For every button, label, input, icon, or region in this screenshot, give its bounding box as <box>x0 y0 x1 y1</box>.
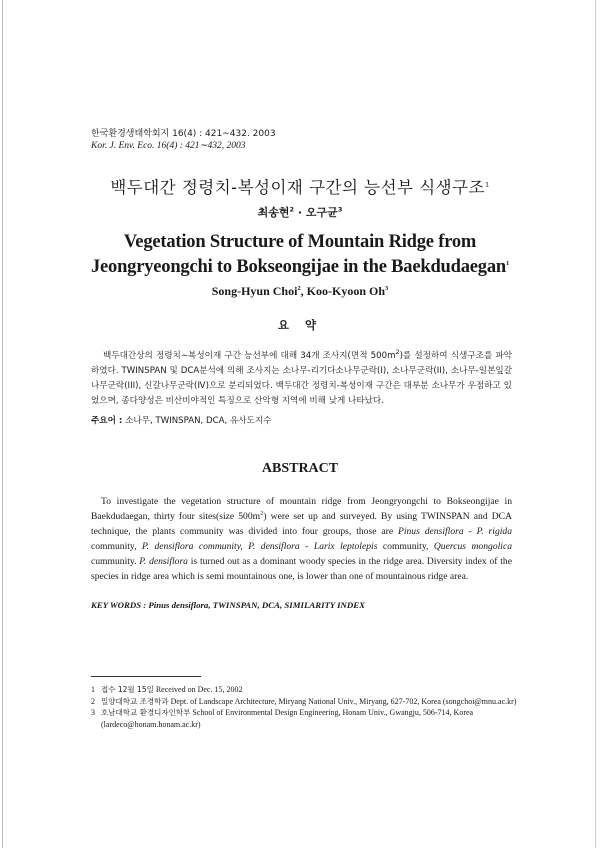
page-edge-left <box>2 0 3 848</box>
footnote-3-number: 3 <box>91 708 95 717</box>
author-ko-2: 오구균 <box>305 206 338 219</box>
summary-ko-part1: 백두대간상의 정령치∼복성이재 구간 능선부에 대해 34개 조사지(면적 500m <box>103 351 396 361</box>
journal-citation-ko: 한국환경생태학회지 16(4) : 421∼432. 2003 <box>91 129 276 139</box>
summary-korean <box>91 349 512 409</box>
footnote-1-en: Received on Dec. 15, 2002 <box>153 685 243 694</box>
abstract-s4: community, <box>377 541 434 552</box>
page-edge-right <box>595 0 596 848</box>
footnote-3-ko: 호남대학교 환경디자인학부 <box>101 708 191 717</box>
keywords-korean <box>91 414 271 426</box>
summary-heading: 요 약 <box>277 318 323 332</box>
footnote-3-en: School of Environmental Design Engineering, Honam Univ., Gwangju, 506-714, Korea (lardeco@honam.honam.ac.kr) <box>101 708 474 729</box>
journal-citation-en: Kor. J. Env. Eco. 16(4) : 421∼432, 2003 <box>91 141 246 151</box>
author-en-2: Koo-Kyoon Oh <box>306 284 386 298</box>
journal-citation <box>91 128 276 152</box>
abstract-s5: cummunity. <box>91 556 140 567</box>
authors-english <box>0 284 600 299</box>
abstract-s3: community, <box>91 541 142 552</box>
keywords-english: KEY WORDS : Pinus densiflora, TWINSPAN, DCA, SIMILARITY INDEX <box>91 600 365 610</box>
author-en-1-mark: 2 <box>297 285 301 292</box>
author-en-1: Song-Hyun Choi <box>211 284 298 298</box>
summary-ko-part2: )를 설정하여 식생구조를 파악하였다. TWINSPAN 및 DCA분석에 의해 조사지는 소나무-리기다소나무군락(I), 소나무군락(II), 소나무-일본잎갈나무군락(III), 신갈나무군락(Ⅳ)으로 분리되었다. 백두대간 정령치-복성이재 구간은 대부분 소나무가 우점하고 있었으며, 종다양성은 비산비야적인 특징으로 산악형 지역에 비해 낮게 나타났다. <box>91 351 512 406</box>
author-ko-1: 최송현 <box>257 206 290 219</box>
abstract-species-3: Quercus mongolica <box>433 541 513 552</box>
footnote-1-number: 1 <box>91 685 95 694</box>
footnote-2-en: Dept. of Landscape Architecture, Miryang National Univ., Miryang, 627-702, Korea (songchoi@mnu.ac.kr) <box>168 696 517 706</box>
footnote-3 <box>91 707 521 730</box>
title-korean-footnote-mark: 1 <box>485 180 490 189</box>
abstract-english <box>91 494 512 584</box>
title-english-footnote-mark: 1 <box>505 259 510 267</box>
footnote-2 <box>91 696 521 708</box>
title-english-line1: Vegetation Structure of Mountain Ridge from <box>123 232 477 252</box>
abstract-heading: ABSTRACT <box>261 461 339 476</box>
summary-ko-sup: 2 <box>395 348 400 357</box>
title-english <box>0 230 600 280</box>
abstract-species-1: Pinus densiflora - P. rigida <box>397 526 513 537</box>
footnote-2-ko: 밀양대학교 조경학과 <box>101 696 169 706</box>
footnotes <box>91 684 521 730</box>
abstract-species-4: P. densiflora <box>139 556 188 567</box>
author-ko-1-mark: 2 <box>289 205 295 214</box>
abstract-species-2: P. densiflora community, P. densiflora - Larix leptolepis <box>141 541 378 552</box>
keywords-korean-text: 소나무, TWINSPAN, DCA, 유사도지수 <box>122 416 272 426</box>
summary-korean-paragraph <box>91 349 512 409</box>
author-ko-2-mark: 3 <box>337 205 343 214</box>
author-ko-separator: · <box>294 206 306 219</box>
title-korean <box>0 174 600 198</box>
abstract-s1: To investigate the vegetation structure of mountain ridge from Jeongryongchi to Bokseongijae in Baekdudaegan, thirty four sites(size 500m <box>91 496 512 522</box>
author-en-2-mark: 3 <box>385 285 389 292</box>
footnote-rule <box>91 676 201 677</box>
title-korean-text: 백두대간 정령치-복성이재 구간의 능선부 식생구조 <box>110 178 485 197</box>
abstract-s2: ) were set up and surveyed. By using TWINSPAN and DCA technique, the plants community was divided into four groups, those are <box>91 511 512 537</box>
authors-korean <box>0 204 600 220</box>
author-en-separator: , <box>300 284 307 298</box>
footnote-1 <box>91 684 521 696</box>
abstract-paragraph <box>91 494 512 584</box>
title-english-line2: Jeongryeongchi to Bokseongijae in the Baekdudaegan <box>90 257 506 277</box>
abstract-s6: is turned out as a dominant woody species in the ridge area. Diversity index of the species in ridge area which is semi mountainous one, is lower than one of mountainous ridge area. <box>91 556 512 582</box>
abstract-sup: 2 <box>260 509 264 517</box>
keywords-korean-label: 주요어 : <box>91 416 123 426</box>
title-english-line2-wrap <box>0 255 600 280</box>
footnote-1-ko: 접수 12월 15일 <box>101 685 154 694</box>
footnote-2-number: 2 <box>91 696 95 706</box>
